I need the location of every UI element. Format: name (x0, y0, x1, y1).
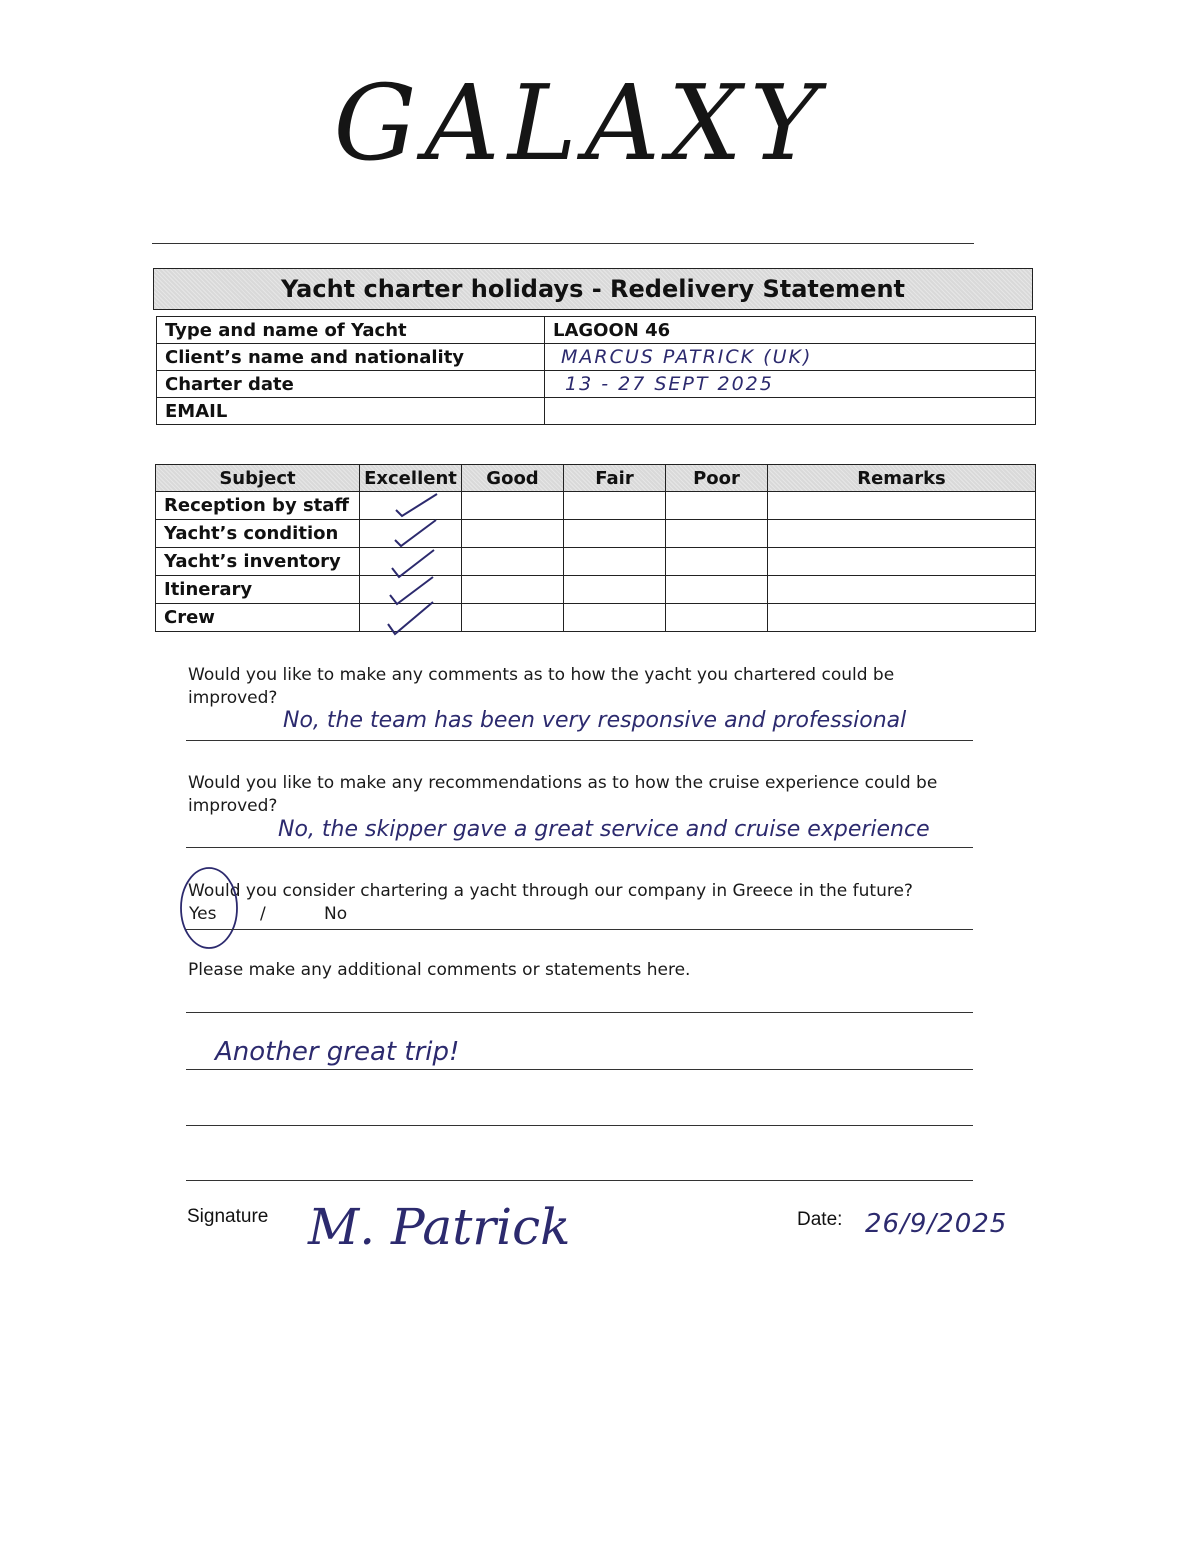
answer-line (186, 1069, 973, 1070)
option-separator: / (260, 904, 266, 924)
info-value-email[interactable] (545, 398, 1036, 425)
header-good: Good (462, 465, 564, 492)
cell-excellent[interactable] (360, 520, 462, 548)
date-handwriting[interactable]: 26/9/2025 (865, 1209, 1008, 1239)
signature-label: Signature (187, 1206, 269, 1227)
cell-fair[interactable] (564, 548, 666, 576)
info-row-yacht (157, 317, 1036, 344)
cell-good[interactable] (462, 520, 564, 548)
answer-line (186, 1180, 973, 1181)
rating-row (156, 604, 1036, 632)
question-additional-comments: Please make any additional comments or statements here. (188, 960, 691, 980)
info-value-client[interactable] (545, 344, 1036, 371)
cell-remarks[interactable] (768, 548, 1036, 576)
info-row-client (157, 344, 1036, 371)
answer-additional-comments[interactable]: Another great trip! (215, 1037, 460, 1067)
cell-good[interactable] (462, 492, 564, 520)
answer-line (186, 847, 973, 848)
option-yes[interactable]: Yes (189, 904, 217, 924)
rating-row (156, 576, 1036, 604)
cell-fair[interactable] (564, 604, 666, 632)
header-poor: Poor (666, 465, 768, 492)
cell-remarks[interactable] (768, 492, 1036, 520)
cell-poor[interactable] (666, 604, 768, 632)
answer-line (186, 1125, 973, 1126)
answer-yacht-improvement[interactable]: No, the team has been very responsive and professional (283, 708, 907, 733)
rating-subject: Yacht’s condition (156, 520, 360, 548)
date-label: Date: (797, 1209, 843, 1230)
answer-line (186, 929, 973, 930)
info-value-charter-date[interactable] (545, 371, 1036, 398)
cell-excellent[interactable] (360, 492, 462, 520)
question-future-charter: Would you consider chartering a yacht through our company in Greece in the future? (188, 881, 913, 901)
rating-row (156, 520, 1036, 548)
info-label: EMAIL (157, 398, 545, 425)
cell-remarks[interactable] (768, 520, 1036, 548)
info-value-yacht[interactable]: LAGOON 46 (545, 317, 1036, 344)
form-title: Yacht charter holidays - Redelivery Statement (153, 268, 1033, 310)
header-fair: Fair (564, 465, 666, 492)
answer-cruise-improvement[interactable]: No, the skipper gave a great service and cruise experience (278, 817, 930, 842)
answer-line (186, 740, 973, 741)
cell-excellent[interactable] (360, 548, 462, 576)
cell-poor[interactable] (666, 520, 768, 548)
charter-date-handwriting: 13 - 27 SEPT 2025 (565, 373, 774, 395)
answer-line (186, 1012, 973, 1013)
cell-poor[interactable] (666, 576, 768, 604)
rating-subject: Crew (156, 604, 360, 632)
cell-poor[interactable] (666, 492, 768, 520)
info-label: Charter date (157, 371, 545, 398)
cell-remarks[interactable] (768, 604, 1036, 632)
info-label: Type and name of Yacht (157, 317, 545, 344)
cell-poor[interactable] (666, 548, 768, 576)
cell-fair[interactable] (564, 576, 666, 604)
cell-fair[interactable] (564, 520, 666, 548)
option-no[interactable]: No (324, 904, 348, 924)
yacht-info-table (156, 316, 1036, 425)
info-label: Client’s name and nationality (157, 344, 545, 371)
rating-subject: Yacht’s inventory (156, 548, 360, 576)
logo-underline (152, 243, 974, 244)
header-subject: Subject (156, 465, 360, 492)
cell-excellent[interactable] (360, 576, 462, 604)
header-remarks: Remarks (768, 465, 1036, 492)
cell-good[interactable] (462, 576, 564, 604)
question-cruise-improvement: Would you like to make any recommendations as to how the cruise experience could be improved? (188, 773, 938, 816)
info-row-charter-date (157, 371, 1036, 398)
header-excellent: Excellent (360, 465, 462, 492)
galaxy-logo: GALAXY (333, 62, 827, 184)
rating-table (155, 464, 1036, 632)
info-row-email (157, 398, 1036, 425)
rating-subject: Reception by staff (156, 492, 360, 520)
cell-good[interactable] (462, 604, 564, 632)
cell-good[interactable] (462, 548, 564, 576)
question-yacht-improvement: Would you like to make any comments as to how the yacht you chartered could be improved? (188, 665, 895, 708)
cell-excellent[interactable] (360, 604, 462, 632)
signature-handwriting[interactable]: M. Patrick (308, 1198, 571, 1256)
cell-remarks[interactable] (768, 576, 1036, 604)
rating-subject: Itinerary (156, 576, 360, 604)
cell-fair[interactable] (564, 492, 666, 520)
rating-row (156, 548, 1036, 576)
client-handwriting: MARCUS PATRICK (UK) (561, 346, 813, 368)
rating-row (156, 492, 1036, 520)
rating-header-row (156, 465, 1036, 492)
